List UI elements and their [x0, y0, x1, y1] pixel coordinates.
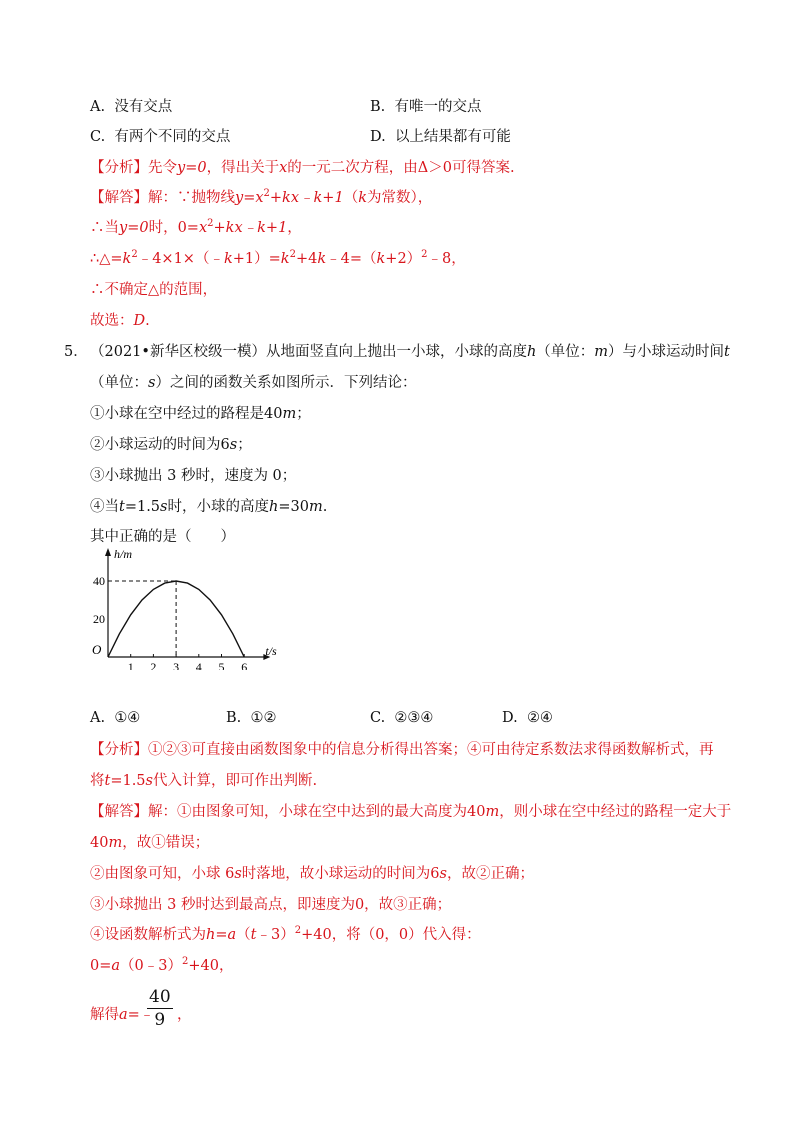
prev-option-d: D. 以上结果都有可能	[370, 129, 511, 145]
prev-solution-line-4: ∴不确定△的范围，	[90, 282, 218, 298]
q5-solution-line-5: ④设函数解析式为h=a（t﹣3）$^2$+40，将（0，0）代入得：	[90, 925, 481, 943]
question-number: 5．	[64, 344, 88, 360]
x-tick-label: 5	[218, 660, 225, 670]
prev-option-b: B. 有唯一的交点	[370, 99, 482, 115]
y-tick-label: 40	[93, 574, 105, 588]
q5-option-c: C. ②③④	[370, 710, 434, 726]
conclusion-1: ①小球在空中经过的路程是40m；	[90, 406, 311, 422]
y-tick-label: 20	[93, 612, 105, 626]
x-tick-label: 6	[241, 660, 248, 670]
prev-option-c: C. 有两个不同的交点	[90, 129, 231, 145]
conclusion-4: ④当t=1.5s时，小球的高度h=30m.	[90, 499, 328, 515]
x-axis-label: t/s	[265, 644, 277, 658]
q5-solution-line-7: 解得a=﹣	[90, 1007, 155, 1023]
origin-label: O	[92, 642, 102, 657]
x-tick-label: 2	[150, 660, 157, 670]
q5-option-d: D. ②④	[502, 710, 553, 726]
question-stem-line-2: （单位：s）之间的函数关系如图所示．下列结论：	[90, 375, 417, 391]
prev-solution-line-1: 【解答】解：∵抛物线$y=x^2+kx﹣k+1(k$为常数），	[90, 188, 433, 206]
q5-option-a: A. ①④	[90, 710, 141, 726]
x-tick-label: 4	[195, 660, 202, 670]
q5-analysis-line-2: 将t=1.5s代入计算，即可作出判断.	[90, 773, 318, 789]
q5-solution-line-2: 40m，故①错误；	[90, 835, 210, 851]
q5-solution-line-7-end: ，	[177, 1007, 192, 1023]
q5-solution-line-1: 【解答】解：①由图象可知，小球在空中达到的最大高度为40m，则小球在空中经过的路程一定大于	[90, 804, 732, 820]
question-ask: 其中正确的是（ ）	[90, 529, 235, 545]
question-stem-line-1: （2021•新华区校级一模）从地面竖直向上抛出一小球，小球的高度h（单位：m）与小球运动时间t	[90, 344, 730, 360]
y-axis-arrow	[105, 548, 111, 556]
prev-solution-line-5: 故选：D.	[90, 313, 150, 329]
conclusion-2: ②小球运动的时间为6s；	[90, 437, 252, 453]
q5-analysis-line-1: 【分析】①②③可直接由函数图象中的信息分析得出答案；④可由待定系数法求得函数解析式，再	[90, 742, 714, 758]
q5-solution-line-6: 0=a（0﹣3）$^2$+40，	[90, 956, 234, 974]
q5-solution-line-4: ③小球抛出 3 秒时达到最高点，即速度为0，故③正确；	[90, 897, 452, 913]
q5-solution-line-3: ②由图象可知，小球 6s时落地，故小球运动的时间为6s，故②正确；	[90, 866, 534, 882]
x-tick-label: 1	[127, 660, 134, 670]
prev-solution-line-3: $\therefore\triangle=k^2﹣4\times 1\times(﹣k+1)=k^2+4k﹣4=(k+2)^2﹣8$，	[90, 249, 466, 267]
parabola-chart	[84, 546, 294, 670]
fraction-40-over-9: $\frac{40}{9}$	[149, 987, 171, 1030]
y-axis-label: h/m	[114, 547, 132, 561]
conclusion-3: ③小球抛出 3 秒时，速度为 0；	[90, 468, 297, 484]
q5-option-b: B. ①②	[226, 710, 277, 726]
prev-option-a: A. 没有交点	[90, 99, 173, 115]
prev-solution-line-2: ∴当y=0时，$0=x^2+kx﹣k+1$，	[90, 218, 302, 236]
prev-analysis: 【分析】先令y=0，得出关于x的一元二次方程，由Δ＞0可得答案.	[90, 160, 515, 176]
x-tick-label: 3	[173, 660, 180, 670]
